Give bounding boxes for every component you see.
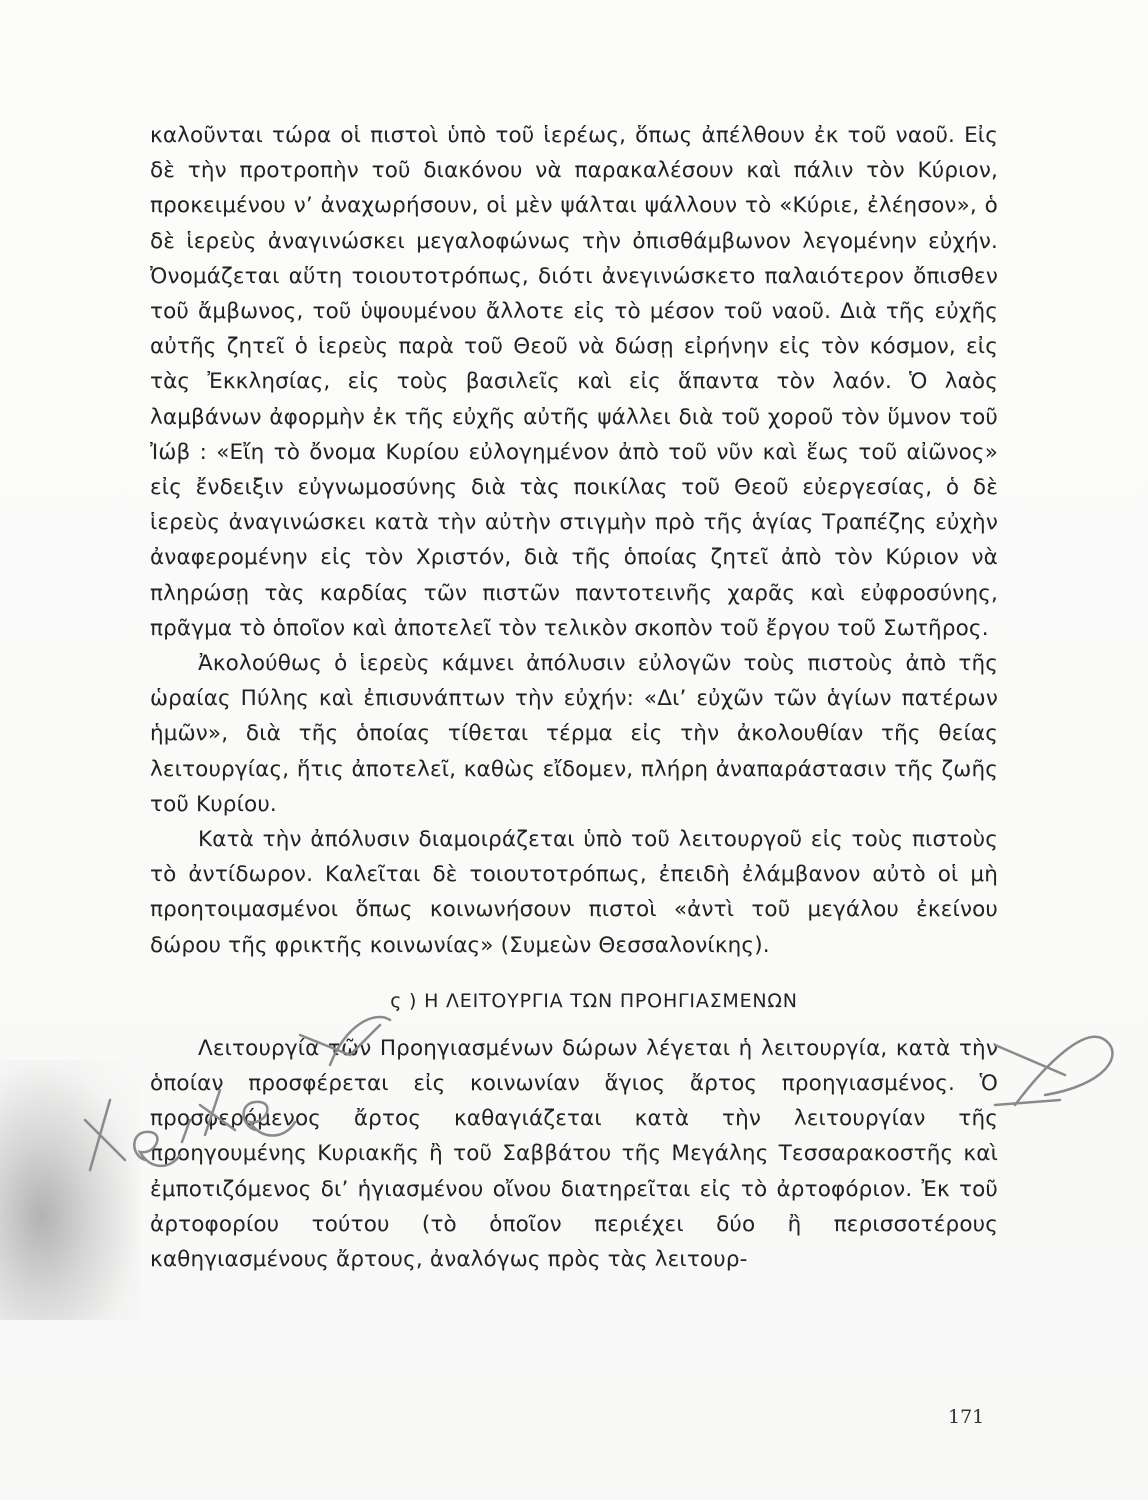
text-body [150,118,998,1277]
page-number: 171 [948,1406,985,1428]
paper-stain [0,1060,140,1320]
paragraph-3: Κατὰ τὴν ἀπόλυσιν διαμοιράζεται ὑπὸ τοῦ λειτουργοῦ εἰς τοὺς πιστοὺς τὸ ἀντίδωρον. Καλεῖται δὲ τοιουτοτρόπως, ἐπειδὴ ἐλάμβανον αὐτὸ οἱ μὴ προητοιμασμένοι ὅπως κοινωνήσουν πιστοὶ «ἀντὶ τοῦ μεγάλου ἐκείνου δώρου τῆς φρικτῆς κοινωνίας» (Συμεὼν Θεσσαλονίκης). [150,827,998,958]
pencil-scribble-right [985,1015,1135,1115]
section-paragraph: Λειτουργία τῶν Προηγιασμένων δώρων λέγεται ἡ λειτουργία, κατὰ τὴν ὁποίαν προσφέρεται εἰς κοινωνίαν ἅγιος ἄρτος προηγιασμένος. Ὁ προσφερόμενος ἄρτος καθαγιάζεται κατὰ τὴν λειτουργίαν τῆς προηγουμένης Κυριακῆς ἢ τοῦ Σαββάτου τῆς Μεγάλης Τεσσαρακοστῆς καὶ ἐμποτιζόμενος δι’ ἡγιασμένου οἴνου διατηρεῖται εἰς τὸ ἀρτοφόριον. Ἐκ τοῦ ἀρτοφορίου τούτου (τὸ ὁποῖον περιέχει δύο ἢ περισσοτέρους καθηγιασμένους ἄρτους, ἀναλόγως πρὸς τὰς λειτουρ- [150,1035,998,1273]
section-heading: ς ) Η ΛΕΙΤΟΥΡΓΙΑ ΤΩΝ ΠΡΟΗΓΙΑΣΜΕΝΩΝ [390,989,798,1012]
paragraph-1: καλοῦνται τώρα οἱ πιστοὶ ὑπὸ τοῦ ἱερέως, ὅπως ἀπέλθουν ἐκ τοῦ ναοῦ. Εἰς δὲ τὴν προτροπὴν τοῦ διακόνου νὰ παρακαλέσουν καὶ πάλιν τὸν Κύριον, προκειμένου ν’ ἀναχωρήσουν, οἱ μὲν ψάλται ψάλλουν τὸ «Κύριε, ἐλέησον», ὁ δὲ ἱερεὺς ἀναγινώσκει μεγαλοφώνως τὴν ὀπισθάμβωνον λεγομένην εὐχήν. Ὀνομάζεται αὕτη τοιουτοτρόπως, διότι ἀνεγινώσκετο παλαιότερον ὄπισθεν τοῦ ἄμβωνος, τοῦ ὑψουμένου ἄλλοτε εἰς τὸ μέσον τοῦ ναοῦ. Διὰ τῆς εὐχῆς αὐτῆς ζητεῖ ὁ ἱερεὺς παρὰ τοῦ Θεοῦ νὰ δώσῃ εἰρήνην εἰς τὸν κόσμον, εἰς τὰς Ἐκκλησίας, εἰς τοὺς βασιλεῖς καὶ εἰς ἅπαντα τὸν λαόν. Ὁ λαὸς λαμβάνων ἀφορμὴν ἐκ τῆς εὐχῆς αὐτῆς ψάλλει διὰ τοῦ χοροῦ τὸν ὕμνον τοῦ Ἰώβ : «Εἴη τὸ ὄνομα Κυρίου εὐλογημένον ἀπὸ τοῦ νῦν καὶ ἕως τοῦ αἰῶνος» εἰς ἔνδειξιν εὐγνωμοσύνης διὰ τὰς ποικίλας τοῦ Θεοῦ εὐεργεσίας, ὁ δὲ ἱερεὺς ἀναγινώσκει κατὰ τὴν αὐτὴν στιγμὴν πρὸ τῆς ἁγίας Τραπέζης εὐχὴν ἀναφερομένην εἰς τὸν Χριστόν, διὰ τῆς ὁποίας ζητεῖ ἀπὸ τὸν Κύριον νὰ πληρώσῃ τὰς καρδίας τῶν πιστῶν παντοτεινῆς χαρᾶς καὶ εὐφροσύνης, πρᾶγμα τὸ ὁποῖον καὶ ἀποτελεῖ τὸν τελικὸν σκοπὸν τοῦ ἔργου τοῦ Σωτῆρος. [150,123,998,641]
paragraph-2: Ἀκολούθως ὁ ἱερεὺς κάμνει ἀπόλυσιν εὐλογῶν τοὺς πιστοὺς ἀπὸ τῆς ὡραίας Πύλης καὶ ἐπισυνάπτων τὴν εὐχήν: «Δι’ εὐχῶν τῶν ἁγίων πατέρων ἡμῶν», διὰ τῆς ὁποίας τίθεται τέρμα εἰς τὴν ἀκολουθίαν τῆς θείας λειτουργίας, ἥτις ἀποτελεῖ, καθὼς εἴδομεν, πλήρη ἀναπαράστασιν τῆς ζωῆς τοῦ Κυρίου. [150,651,998,817]
